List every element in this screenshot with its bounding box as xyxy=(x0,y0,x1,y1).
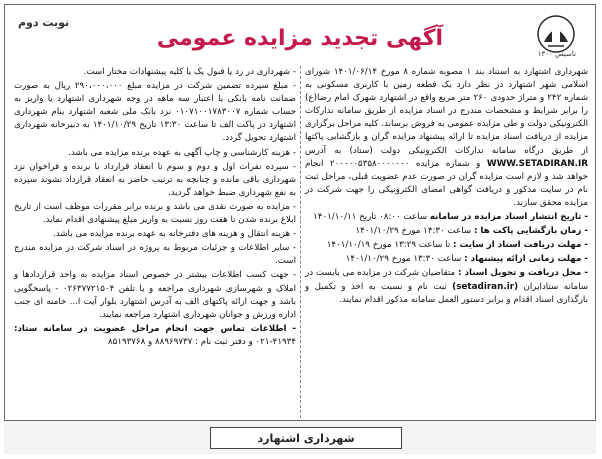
terms-item-2: - مبلغ سپرده تضمین شرکت در مزایده مبلغ ۲۹۰،۰۰۰،۰۰۰ ریال به صورت ضمانت نامه بانکی یا اعتبار سه ماهه در وجه شهرداری اشتهارد یا واریز به حساب شماره ۰۱۰۷۱۰۰۱۷۸۳۰۰۷ نزد بانک ملی شعبه اشتهارد بنام شهرداری اشتهارد در پاکت الف تا ساعت ۱۳:۳۰ تاریخ ۱۴۰۱/۱۰/۲۹ به دبیرخانه شهرداری اشتهارد تحویل گردد. xyxy=(14,81,297,144)
submission-location-text: متقاضیان شرکت در مزایده می بایست در سامانه ستادایران xyxy=(305,268,589,292)
proposal-deadline-label: - مهلت زمانی ارائه پیشنهاد : xyxy=(464,254,588,265)
intro-text: شهرداری اشتهارد به استناد بند ۱ مصوبه شماره ۸ مورخ ۱۴۰۱/۰۶/۱۴ شورای اسلامی شهر اشتهارد در نظر دارد یک قطعه زمین با کاربری مسکونی به شماره ۲۴۲ و متراژ حدودی ۲۶۰ متر مربع واقع در اشتهارد شهرک امام رضا(ع) را برابر شرایط و مشخصات مندرج در اسناد مزایده از طریق سامانه تدارکات الکترونیکی دولت و طی مزایده عمومی به فروش برساند. کلیه مراحل برگزاری مزایده از دریافت اسناد مزایده تا ارائه پیشنهاد مزایده گران و بازگشایی پاکتها از طریق درگاه سامانه تدارکات الکترونیکی دولت (ستاد) به آدرس xyxy=(305,67,589,156)
publish-date-item xyxy=(305,211,588,224)
terms-item-8: - جهت کسب اطلاعات بیشتر در خصوص اسناد مزایده به واحد قراردادها و املاک و شهرسازی شهرداری مراجعه و یا تلفن ۰۲۶۳۷۷۲۱۵۰۴ - پاسخگویی باشد و جهت ارائه پاکتهای الف به آدرس اشتهارد بلوار آیت ا... خامنه ای جنب اداره ورزش و جوانان شهرداری اشتهارد مراجعه نمایند. xyxy=(14,270,296,320)
intro-text-after: و شماره مزایده ۲۰۰۰۰۰۵۳۵۸۰۰۰۰۰۰۰ انجام خواهد شد و لازم است مزایده گران در صورت عدم عضویت قبلی، مراحل ثبت نام در سایت مذکور و دریافت گواهی امضای الکترونیکی را جهت شرکت در مزایده محقق سازند. xyxy=(305,158,588,208)
intro-paragraph xyxy=(305,66,588,210)
publish-date-label: - تاریخ انتشار اسناد مزایده در سامانه xyxy=(429,212,588,223)
proposal-deadline-item xyxy=(305,253,588,266)
notice-title: آگهی تجدید مزایده عمومی xyxy=(156,26,444,51)
document-deadline-item xyxy=(305,239,588,252)
signature-box: شهرداری اشتهارد xyxy=(210,427,402,449)
document-deadline-value: تا ساعت ۱۳:۲۹ مورخ ۱۴۰۱/۱۰/۱۹ xyxy=(326,240,451,251)
opening-time-label: - زمان بازگشایی پاکت ها : xyxy=(473,226,588,237)
setad-url: WWW.SETADIRAN.IR xyxy=(486,158,588,169)
opening-time-value: ساعت ۱۴:۳۰ مورخ ۱۴۰۱/۱۰/۲۹ xyxy=(355,226,472,237)
notice-footer xyxy=(4,420,596,454)
submission-location-after: ثبت نام و نسبت به اخذ و تکمیل و بارگذاری اسناد اقدام و برابر دستور العمل سامانه مذکور اقدام نمایند. xyxy=(305,281,588,305)
terms-item-3: - هزینه کارشناسی و چاپ آگهی به عهده برنده مزایده می باشد. xyxy=(68,147,296,158)
opening-time-item xyxy=(305,225,588,238)
left-column xyxy=(10,66,300,418)
terms-item-6: - هزینه انتقال و هزینه های دفترخانه به عهده برنده مزایده می باشد. xyxy=(52,229,296,240)
terms-item-5: - مزایده به صورت نقدی می باشد و برنده برابر مقررات موظف است از تاریخ ابلاغ برنده شدن تا هفت روز نسبت به واریز مبلغ پیشنهادی اقدام نماید. xyxy=(14,201,296,226)
notice-header xyxy=(4,4,596,68)
terms-item-4: - سپرده نفرات اول و دوم و سوم تا انعقاد قرارداد با برنده و فراخوان نزد شهرداری باقی مانده و چنانچه به ترتیب حاضر به انعقاد قرارداد نشوند سپرده به نفع شهرداری ضبط خواهد گردید. xyxy=(14,161,296,198)
contact-label: - اطلاعات تماس جهت انجام مراحل عضویت در سامانه ستاد: xyxy=(14,323,296,334)
terms-item-1: - شهرداری در رد یا قبول یک یا کلیه پیشنهادات مختار است. xyxy=(83,67,296,77)
proposal-deadline-value: ساعت ۱۳:۳۰ مورخ ۱۴۰۱/۱۰/۲۹ xyxy=(345,254,462,265)
right-column xyxy=(300,66,592,418)
contact-item xyxy=(14,323,296,349)
notice-body xyxy=(10,66,592,418)
contact-numbers: ۴۱۹۳۴-۰۲۱ و دفتر ثبت نام : ۸۸۹۶۹۷۳۷ و ۸۵۱۹۳۷۶۸ xyxy=(107,336,296,347)
publish-date-value: ساعت ۰۸:۰۰ تاریخ ۱۴۰۱/۱۰/۱۱ xyxy=(313,212,428,223)
submission-location-label: - محل دریافت و تحویل اسناد : xyxy=(458,268,589,279)
document-deadline-label: - مهلت دریافت اسناد از سایت : xyxy=(453,240,588,251)
submission-location-item xyxy=(305,267,588,306)
round-label: نوبت دوم xyxy=(18,16,70,29)
setad-short-url: (setadiran.ir) xyxy=(452,281,519,292)
terms-item-7: - سایر اطلاعات و جزئیات مربوط به پروژه در اسناد شرکت در مزایده مندرج است. xyxy=(14,243,296,267)
logo-year: تاسیس ۱۳۰۰ xyxy=(537,50,576,58)
